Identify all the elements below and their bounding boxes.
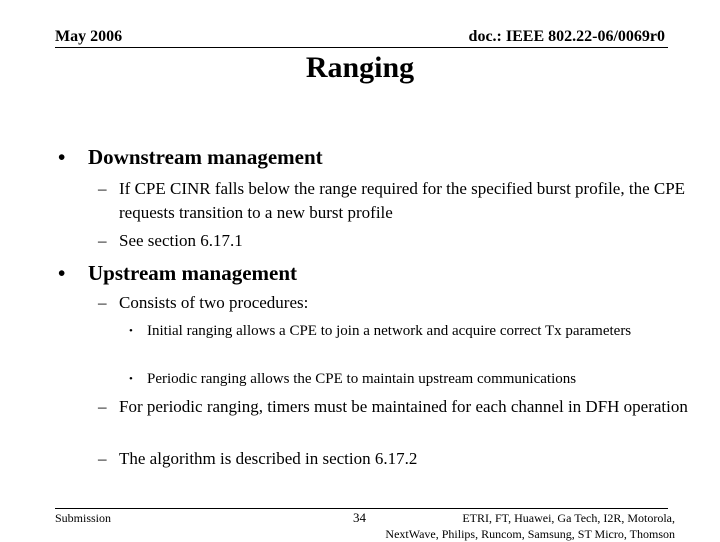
subitem-text: See section 6.17.1 bbox=[119, 231, 243, 250]
dot-marker: • bbox=[129, 373, 133, 385]
bullet-text: Upstream management bbox=[88, 261, 297, 285]
dash-marker: – bbox=[98, 231, 107, 250]
page-number: 34 bbox=[353, 510, 366, 525]
slide-title: Ranging bbox=[305, 51, 415, 84]
subitem-see-section bbox=[98, 229, 688, 253]
subitem-algorithm bbox=[98, 447, 688, 471]
bullet-downstream bbox=[58, 145, 323, 170]
header-doc-id: doc.: IEEE 802.22-06/0069r0 bbox=[468, 28, 665, 45]
dash-marker: – bbox=[98, 449, 107, 468]
dot-marker: • bbox=[129, 325, 133, 337]
footer-submission: Submission bbox=[55, 511, 112, 525]
subitem-text: For periodic ranging, timers must be maintained for each channel in DFH operation bbox=[119, 397, 688, 416]
bullet-upstream bbox=[58, 261, 297, 286]
subitem-cinr bbox=[98, 177, 688, 225]
header-date: May 2006 bbox=[55, 28, 123, 45]
bullet-marker: • bbox=[58, 145, 66, 169]
authors-line-2: NextWave, Philips, Runcom, Samsung, ST Micro, Thomson bbox=[385, 527, 675, 541]
subitem-procedures bbox=[98, 291, 688, 315]
dash-marker: – bbox=[98, 179, 107, 198]
authors-line-1: ETRI, FT, Huawei, Ga Tech, I2R, Motorola, bbox=[462, 511, 675, 525]
subsubitem-initial-ranging bbox=[129, 321, 674, 342]
subitem-text: If CPE CINR falls below the range required for the specified burst profile, the CPE requests transition to a new burst profile bbox=[119, 179, 686, 222]
subsubitem-text: Initial ranging allows a CPE to join a network and acquire correct Tx parameters bbox=[147, 323, 632, 339]
subitem-text: The algorithm is described in section 6.17.2 bbox=[119, 449, 418, 468]
footer-rule bbox=[55, 508, 668, 509]
subsubitem-periodic-ranging bbox=[129, 369, 674, 390]
dash-marker: – bbox=[98, 397, 107, 416]
footer-authors bbox=[365, 510, 675, 542]
subsubitem-text: Periodic ranging allows the CPE to maintain upstream communications bbox=[147, 371, 577, 387]
bullet-marker: • bbox=[58, 261, 66, 285]
dash-marker: – bbox=[98, 293, 107, 312]
subitem-text: Consists of two procedures: bbox=[119, 293, 309, 312]
subitem-timers bbox=[98, 395, 688, 419]
bullet-text: Downstream management bbox=[88, 145, 323, 169]
